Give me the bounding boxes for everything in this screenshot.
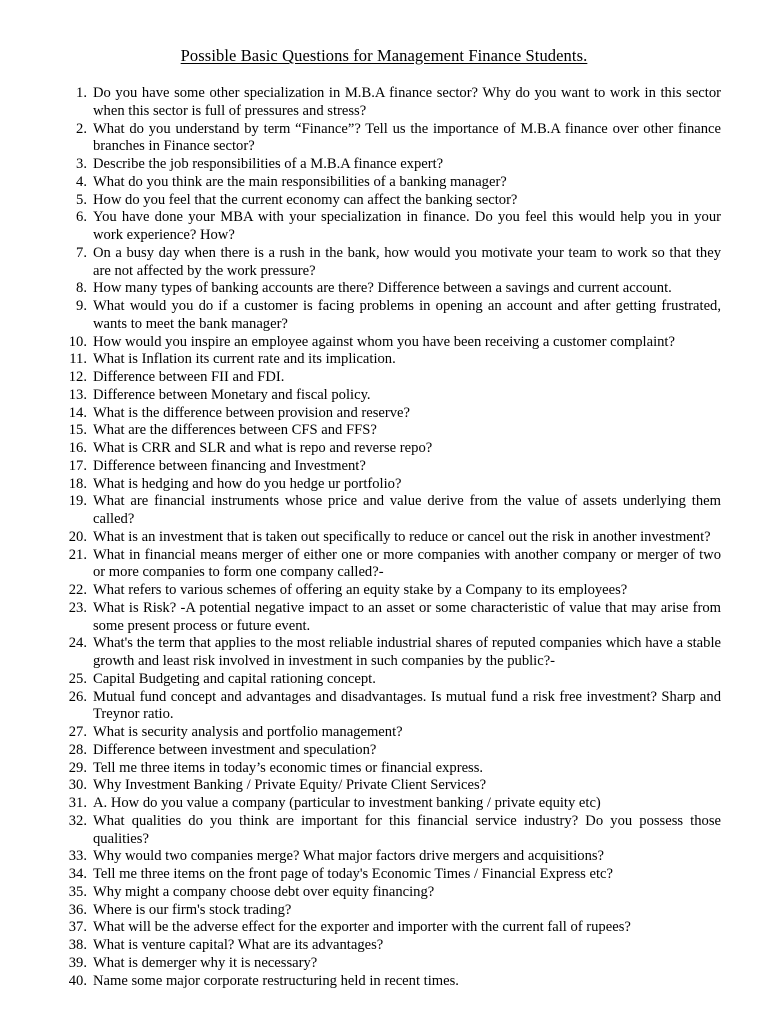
question-number: 39. xyxy=(68,954,87,971)
question-number: 36. xyxy=(68,901,87,918)
question-number: 37. xyxy=(68,919,87,936)
question-number: 25. xyxy=(68,670,87,687)
question-text: Mutual fund concept and advantages and disadvantages. Is mutual fund a risk free investment? Sharp and Treynor ratio. xyxy=(93,688,721,723)
question-number: 13. xyxy=(68,386,87,403)
question-text: Difference between investment and speculation? xyxy=(93,741,377,758)
question-text: Difference between financing and Investment? xyxy=(93,457,366,474)
question-number: 1. xyxy=(76,85,87,101)
question-number: 6. xyxy=(76,209,87,226)
question-number: 21. xyxy=(68,546,87,563)
question-item xyxy=(68,333,721,352)
question-text: What qualities do you think are important for this financial service industry? Do you possess those qualities? xyxy=(93,812,721,847)
question-text: Where is our firm's stock trading? xyxy=(93,901,292,918)
question-text: What is the difference between provision and reserve? xyxy=(93,404,411,421)
question-number: 28. xyxy=(68,741,87,758)
question-number: 12. xyxy=(68,369,87,385)
question-item xyxy=(69,351,721,369)
question-text: Tell me three items in today’s economic times or financial express. xyxy=(93,759,484,776)
question-item xyxy=(68,599,721,636)
document-title: Possible Basic Questions for Management Finance Students. xyxy=(180,46,588,65)
question-number: 29. xyxy=(68,759,87,776)
question-item xyxy=(68,812,721,849)
question-number: 7. xyxy=(76,244,87,261)
question-item xyxy=(76,120,721,157)
question-number: 14. xyxy=(68,404,87,421)
question-number: 20. xyxy=(68,528,87,545)
question-number: 11. xyxy=(69,351,87,368)
question-text: What refers to various schemes of offering an equity stake by a Company to its employees? xyxy=(93,582,628,598)
question-item xyxy=(68,972,721,991)
question-number: 22. xyxy=(68,582,87,598)
question-text: Capital Budgeting and capital rationing concept. xyxy=(93,670,376,687)
question-text: You have done your MBA with your specialization in finance. Do you feel this would help you in your work experience? How? xyxy=(93,209,721,243)
question-number: 17. xyxy=(68,457,87,474)
question-item xyxy=(68,635,721,671)
question-text: Difference between Monetary and fiscal policy. xyxy=(93,386,371,403)
question-text: What do you understand by term “Finance”? Tell us the importance of M.B.A finance over other finance branches in Finance sector? xyxy=(93,120,721,155)
question-item xyxy=(76,209,721,245)
question-item xyxy=(68,457,721,476)
question-item xyxy=(76,191,721,210)
question-text: What are the differences between CFS and FFS? xyxy=(93,422,377,439)
question-number: 38. xyxy=(68,937,87,953)
question-item xyxy=(68,475,721,494)
question-number: 27. xyxy=(68,724,87,740)
question-number: 26. xyxy=(68,688,87,705)
question-number: 4. xyxy=(76,173,87,190)
question-item xyxy=(68,369,721,387)
question-item xyxy=(68,954,721,973)
question-number: 31. xyxy=(68,795,87,811)
question-number: 34. xyxy=(68,866,87,882)
question-item xyxy=(68,919,721,937)
question-text: What in financial means merger of either one or more companies with another company or merger of two or more companies to form one company called?- xyxy=(93,546,721,581)
question-text: What is an investment that is taken out specifically to reduce or cancel out the risk in another investment? xyxy=(93,528,711,545)
question-item xyxy=(68,582,721,600)
question-text: How do you feel that the current economy can affect the banking sector? xyxy=(93,191,518,208)
question-item xyxy=(68,741,721,760)
question-number: 40. xyxy=(68,972,87,989)
question-item xyxy=(68,422,721,440)
question-number: 33. xyxy=(68,848,87,865)
question-item xyxy=(68,440,721,458)
question-text: Tell me three items on the front page of today's Economic Times / Financial Express etc? xyxy=(93,866,613,882)
question-text: Name some major corporate restructuring held in recent times. xyxy=(93,972,459,989)
question-item xyxy=(68,777,721,795)
question-number: 10. xyxy=(68,333,87,350)
question-item xyxy=(68,724,721,742)
question-text: What is CRR and SLR and what is repo and reverse repo? xyxy=(93,440,433,456)
question-text: How would you inspire an employee against whom you have been receiving a customer complaint? xyxy=(93,333,675,350)
question-text: What will be the adverse effect for the exporter and importer with the current fall of rupees? xyxy=(93,919,631,936)
question-item xyxy=(68,546,721,583)
question-number: 5. xyxy=(76,191,87,208)
question-text: What is Risk? -A potential negative impact to an asset or some characteristic of value that may arise from some present process or future event. xyxy=(93,599,721,634)
question-number: 3. xyxy=(76,156,87,172)
question-text: What is hedging and how do you hedge ur portfolio? xyxy=(93,475,402,492)
question-number: 19. xyxy=(68,493,87,510)
question-text: Difference between FII and FDI. xyxy=(93,369,285,385)
question-text: What is security analysis and portfolio management? xyxy=(93,724,403,740)
question-number: 15. xyxy=(68,422,87,439)
question-item xyxy=(68,795,721,813)
question-text: What is Inflation its current rate and its implication. xyxy=(93,351,396,368)
question-item xyxy=(68,901,721,920)
question-item xyxy=(76,85,721,121)
question-number: 16. xyxy=(68,440,87,456)
question-item xyxy=(76,156,721,174)
question-item xyxy=(68,937,721,955)
question-item xyxy=(76,244,721,281)
question-text: What would you do if a customer is facing problems in opening an account and after getting frustrated, wants to meet the bank manager? xyxy=(93,298,721,332)
question-text: What is venture capital? What are its advantages? xyxy=(93,937,384,953)
question-text: What is demerger why it is necessary? xyxy=(93,954,318,971)
question-text: What are financial instruments whose price and value derive from the value of assets underlying them called? xyxy=(93,493,721,527)
question-text: Why might a company choose debt over equity financing? xyxy=(93,883,435,900)
question-text: A. How do you value a company (particular to investment banking / private equity etc) xyxy=(93,795,601,811)
question-number: 32. xyxy=(68,812,87,829)
question-item xyxy=(68,688,721,725)
question-item xyxy=(68,848,721,866)
question-number: 23. xyxy=(68,599,87,616)
question-text: Do you have some other specialization in M.B.A finance sector? Why do you want to work in this sector when this sector is full of pressures and stress? xyxy=(93,85,721,119)
question-item xyxy=(68,759,721,778)
question-item xyxy=(76,173,721,192)
question-number: 30. xyxy=(68,777,87,794)
question-item xyxy=(68,386,721,405)
question-text: Describe the job responsibilities of a M.B.A finance expert? xyxy=(93,156,444,172)
question-text: Why would two companies merge? What major factors drive mergers and acquisitions? xyxy=(93,848,605,865)
question-item xyxy=(68,866,721,884)
question-item xyxy=(68,528,721,547)
question-text: How many types of banking accounts are there? Difference between a savings and current account. xyxy=(93,280,672,297)
question-number: 24. xyxy=(68,635,87,652)
question-item xyxy=(76,280,721,298)
question-list xyxy=(68,85,721,990)
question-number: 2. xyxy=(76,120,87,137)
question-item xyxy=(68,493,721,529)
question-item xyxy=(68,883,721,902)
question-item xyxy=(68,404,721,423)
question-text: What do you think are the main responsibilities of a banking manager? xyxy=(93,173,507,190)
question-text: Why Investment Banking / Private Equity/ Private Client Services? xyxy=(93,777,487,794)
question-text: On a busy day when there is a rush in the bank, how would you motivate your team to work so that they are not affected by the work pressure? xyxy=(93,244,721,279)
question-text: What's the term that applies to the most reliable industrial shares of reputed companies which have a stable growth and least risk involved in investment in such companies by the public?- xyxy=(93,635,721,669)
question-number: 35. xyxy=(68,883,87,900)
question-number: 18. xyxy=(68,475,87,492)
question-number: 9. xyxy=(76,298,87,314)
question-item xyxy=(76,298,721,334)
question-number: 8. xyxy=(76,280,87,297)
question-item xyxy=(68,670,721,689)
